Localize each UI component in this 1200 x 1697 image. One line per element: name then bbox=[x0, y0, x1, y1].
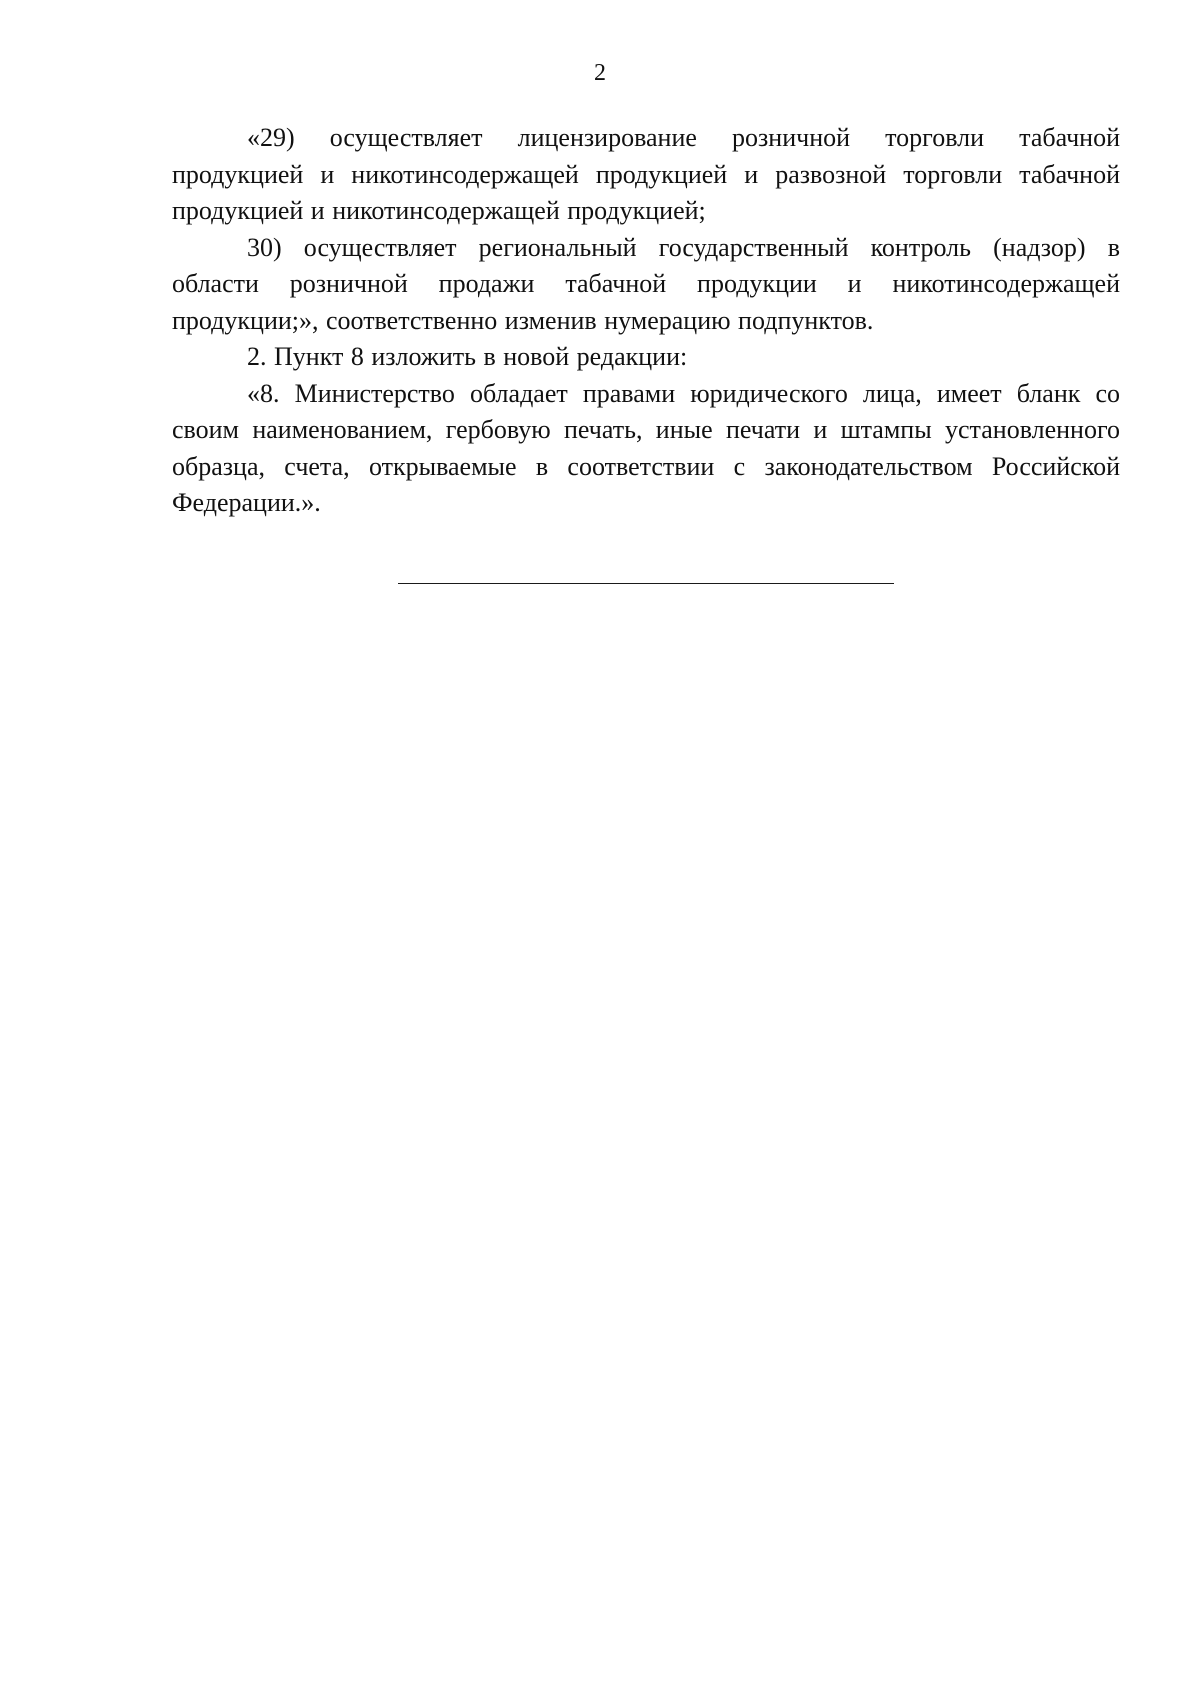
paragraph-item-30: 30) осуществляет региональный государственный контроль (надзор) в области розничной продажи табачной продукции и никотинсодержащей продукции;», соответственно изменив нумерацию подпунктов. bbox=[172, 232, 1120, 335]
paragraph-point-8: «8. Министерство обладает правами юридического лица, имеет бланк со своим наименованием, гербовую печать, иные печати и штампы установленного образца, счета, открываемые в соответствии с законодательством Российской Федерации.». bbox=[172, 378, 1120, 517]
paragraph-point-2: 2. Пункт 8 изложить в новой редакции: bbox=[247, 342, 688, 371]
paragraph-item-29: «29) осуществляет лицензирование розничной торговли табачной продукцией и никотинсодержащей продукцией и развозной торговли табачной продукцией и никотинсодержащей продукцией; bbox=[172, 123, 1120, 225]
page-number: 2 bbox=[594, 60, 606, 86]
document-body bbox=[172, 120, 1120, 522]
closing-divider bbox=[398, 583, 894, 584]
